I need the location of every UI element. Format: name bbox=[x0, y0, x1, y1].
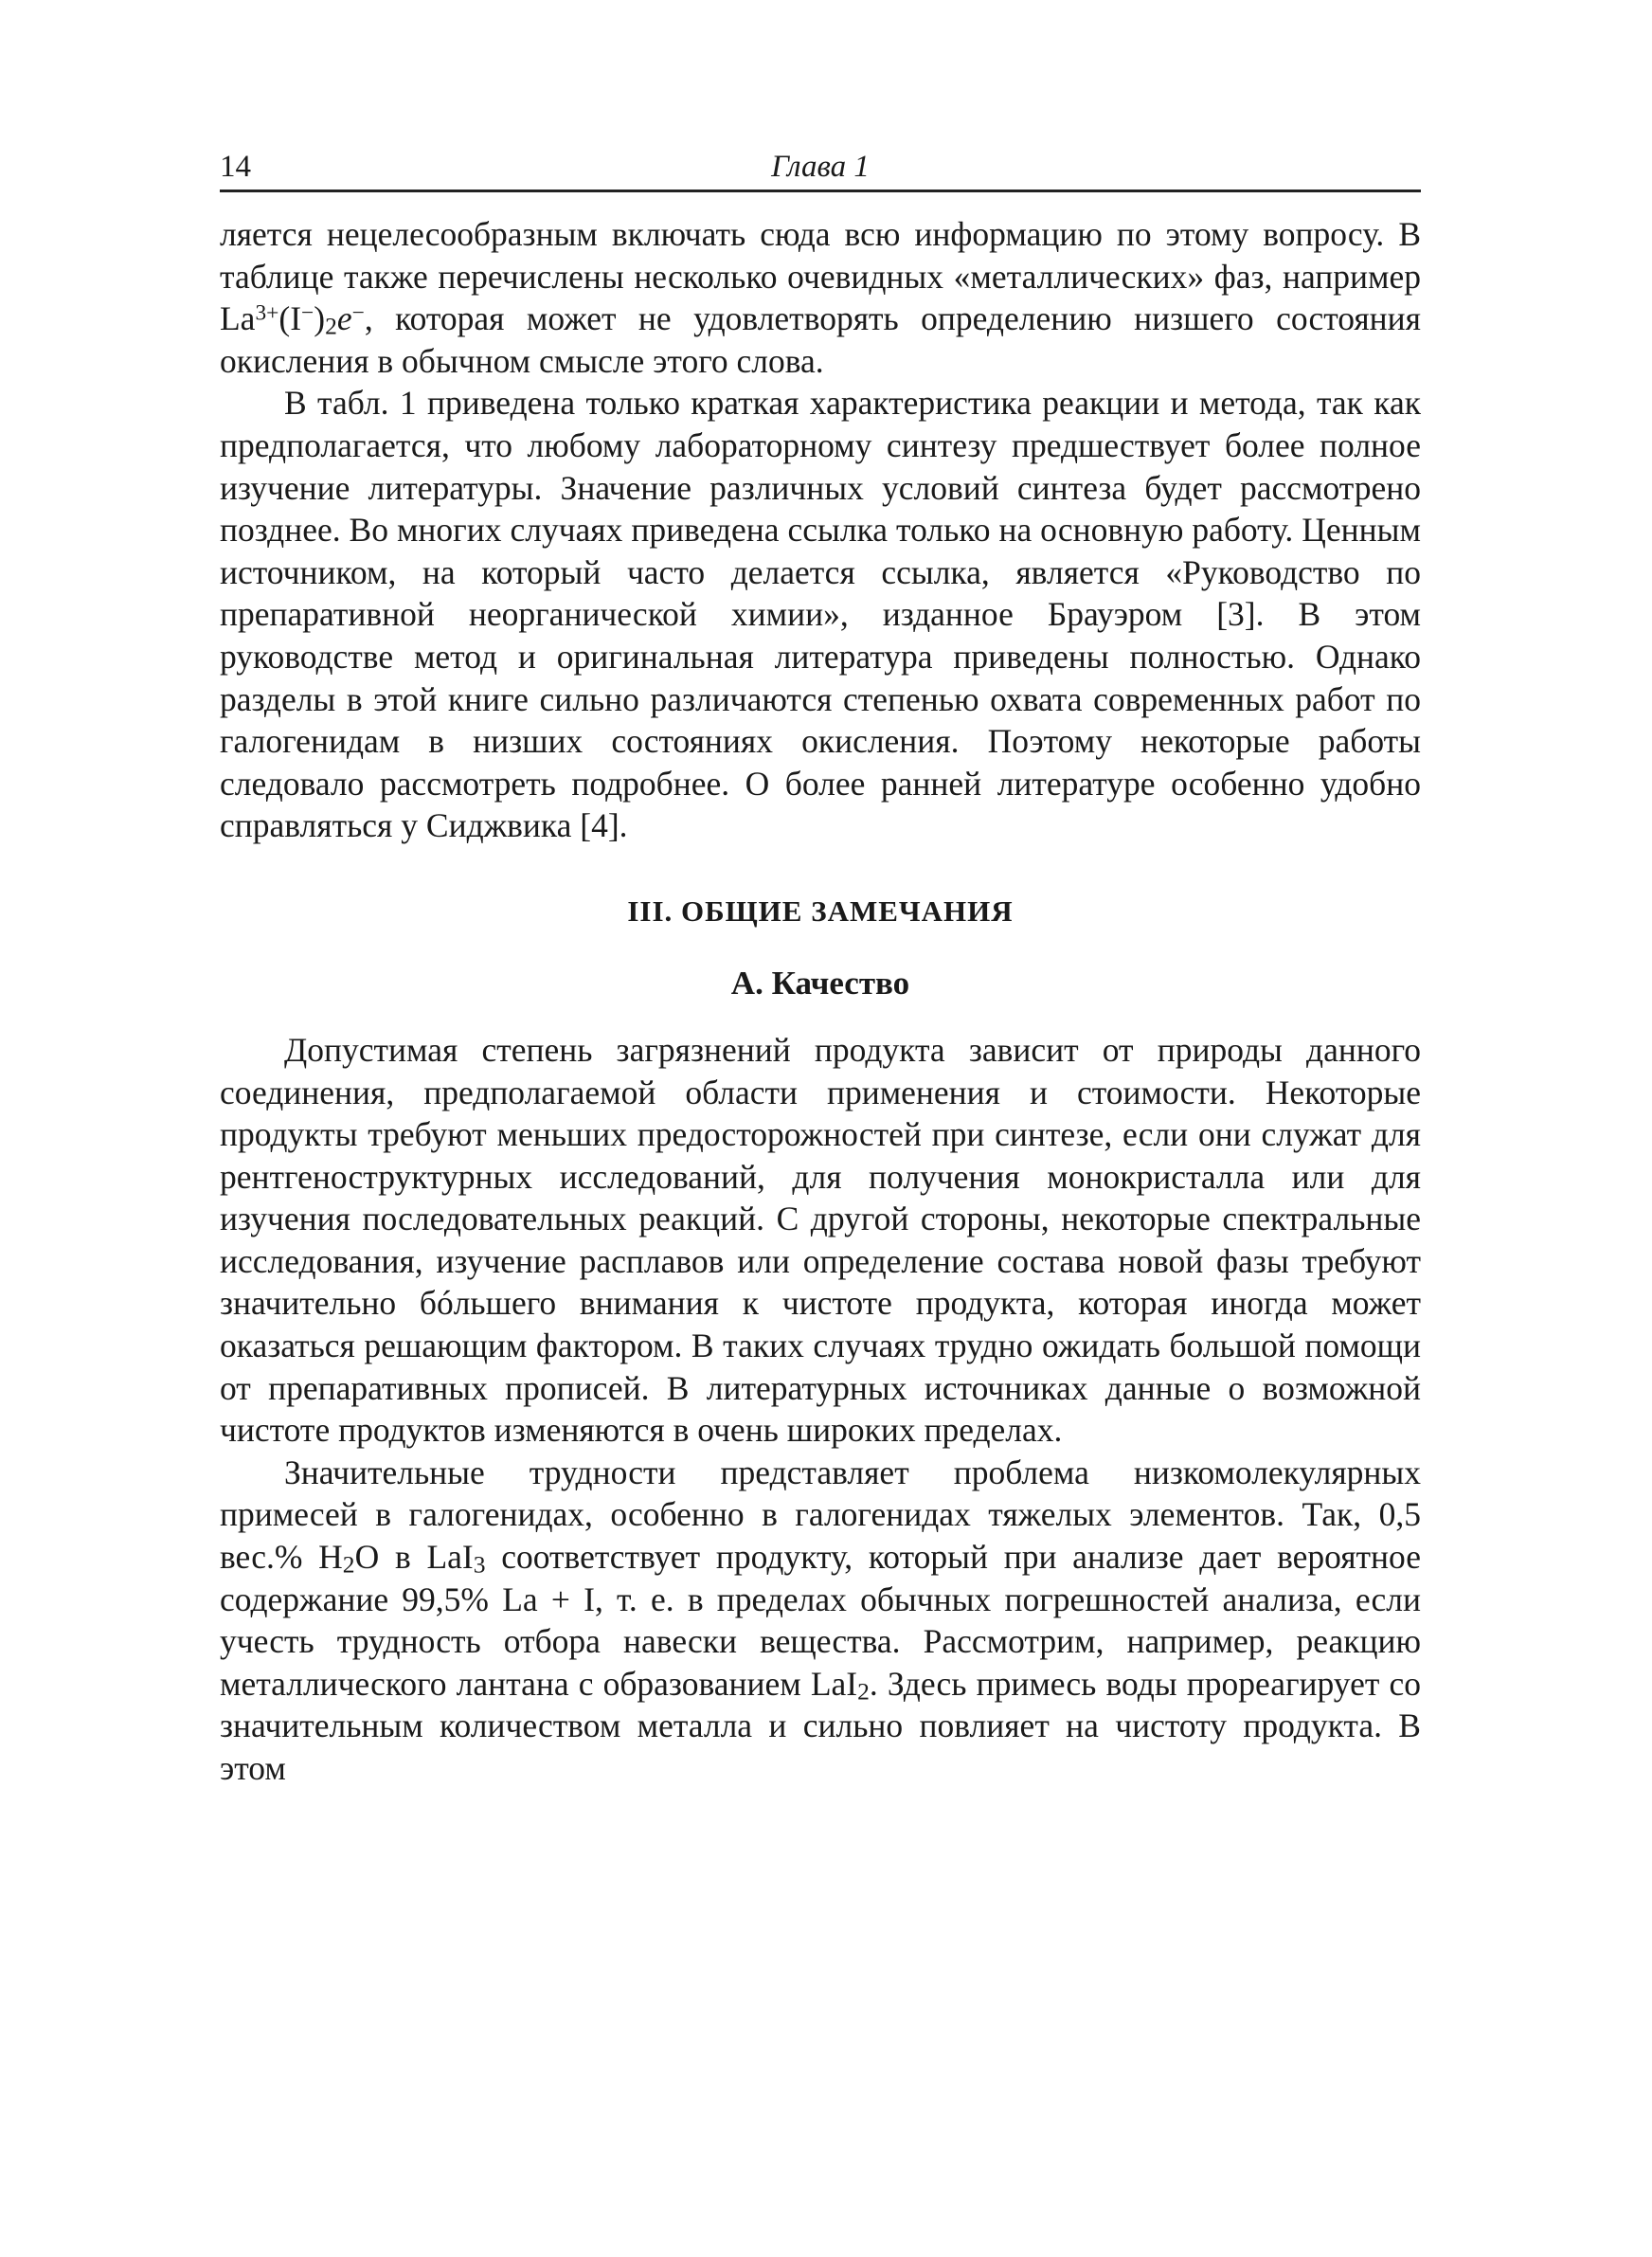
running-head bbox=[220, 142, 1421, 188]
paragraph-2: В табл. 1 приведена только краткая характеристика реакции и метода, так как предполагается, что любому лабораторному синтезу предшествует более полное изучение литературы. Значение различных условий синтеза будет рассмотрено позднее. Во многих случаях приведена ссылка только на основную работу. Ценным источником, на который часто делается ссылка, является «Руководство по препаративной неорганической химии», изданное Брауэром [3]. В этом руководстве метод и оригинальная литература приведены полностью. Однако разделы в этой книге сильно различаются степенью охвата современных работ по галогенидам в низших состояниях окисления. Поэтому некоторые работы следовало рассмотреть подробнее. О более ранней литературе особенно удобно справляться у Сиджвика [4]. bbox=[220, 384, 1421, 845]
lai2-subscript: 2 bbox=[857, 1677, 870, 1706]
paragraph-3: Допустимая степень загрязнений продукта зависит от природы данного соединения, предполагаемой области применения и стоимости. Некоторые продукты требуют меньших предосторожностей при синтезе, если они служат для рентгеноструктурных исследований, для получения монокристалла или для изучения последовательных реакций. С другой стороны, некоторые спектральные исследования, изучение расплавов или определение состава новой фазы требуют значительно бóльшего внимания к чистоте продукта, которая иногда может оказаться решающим фактором. В таких случаях трудно ожидать большой помощи от препаративных прописей. В литературных источниках данные о возможной чистоте продуктов изменяются в очень широких пределах. bbox=[220, 1030, 1421, 1450]
formula-electron: e bbox=[336, 299, 352, 338]
paragraph-4-part-c: соответствует продукту, который при анализе дает вероятное содержание 99,5% La + I, т. е. в пределах обычных погрешностей анализа, если учесть трудность отбора навески вещества. Рассмотрим, например, реакцию металлического лантана с образованием LaI bbox=[220, 1538, 1421, 1703]
formula-close: ) bbox=[314, 299, 326, 338]
document-page bbox=[220, 142, 1421, 1790]
section-heading: III. ОБЩИЕ ЗАМЕЧАНИЯ bbox=[627, 894, 1014, 928]
paragraph-1 bbox=[220, 213, 1421, 382]
paragraph-1-tail: , которая может не удовлетворять определению низшего состояния окисления в обычном смысле этого слова. bbox=[220, 299, 1421, 380]
formula-iodide: (I bbox=[278, 299, 302, 338]
paragraph-4-part-b: O в LaI bbox=[354, 1538, 474, 1577]
h2o-subscript: 2 bbox=[342, 1550, 355, 1579]
formula-electron-charge: − bbox=[351, 300, 365, 326]
page-number: 14 bbox=[220, 150, 251, 184]
lai3-subscript: 3 bbox=[473, 1550, 486, 1579]
paragraph-1-text: ляется нецелесообразным включать сюда всю информацию по этому вопросу. В таблице также перечислены несколько очевидных «металлических» фаз, например bbox=[220, 215, 1421, 296]
subsection-heading: А. Качество bbox=[730, 964, 910, 1002]
formula-la: La bbox=[220, 299, 256, 338]
paragraph-4-part-d: . Здесь примесь воды прореагирует со значительным количеством металла и сильно повлияет на чистоту продукта. В этом bbox=[220, 1664, 1421, 1787]
chapter-title: Глава 1 bbox=[771, 150, 870, 184]
formula-iodide-charge: − bbox=[301, 300, 314, 326]
header-rule bbox=[220, 190, 1421, 192]
paragraph-4 bbox=[220, 1452, 1421, 1790]
formula-charge: 3+ bbox=[255, 300, 279, 326]
paragraph-4-part-a: Значительные трудности представляет проблема низкомолекулярных примесей в галогенидах, особенно в галогенидах тяжелых элементов. Так, 0,5 вес.% H bbox=[220, 1453, 1421, 1577]
formula-two: 2 bbox=[325, 312, 337, 340]
